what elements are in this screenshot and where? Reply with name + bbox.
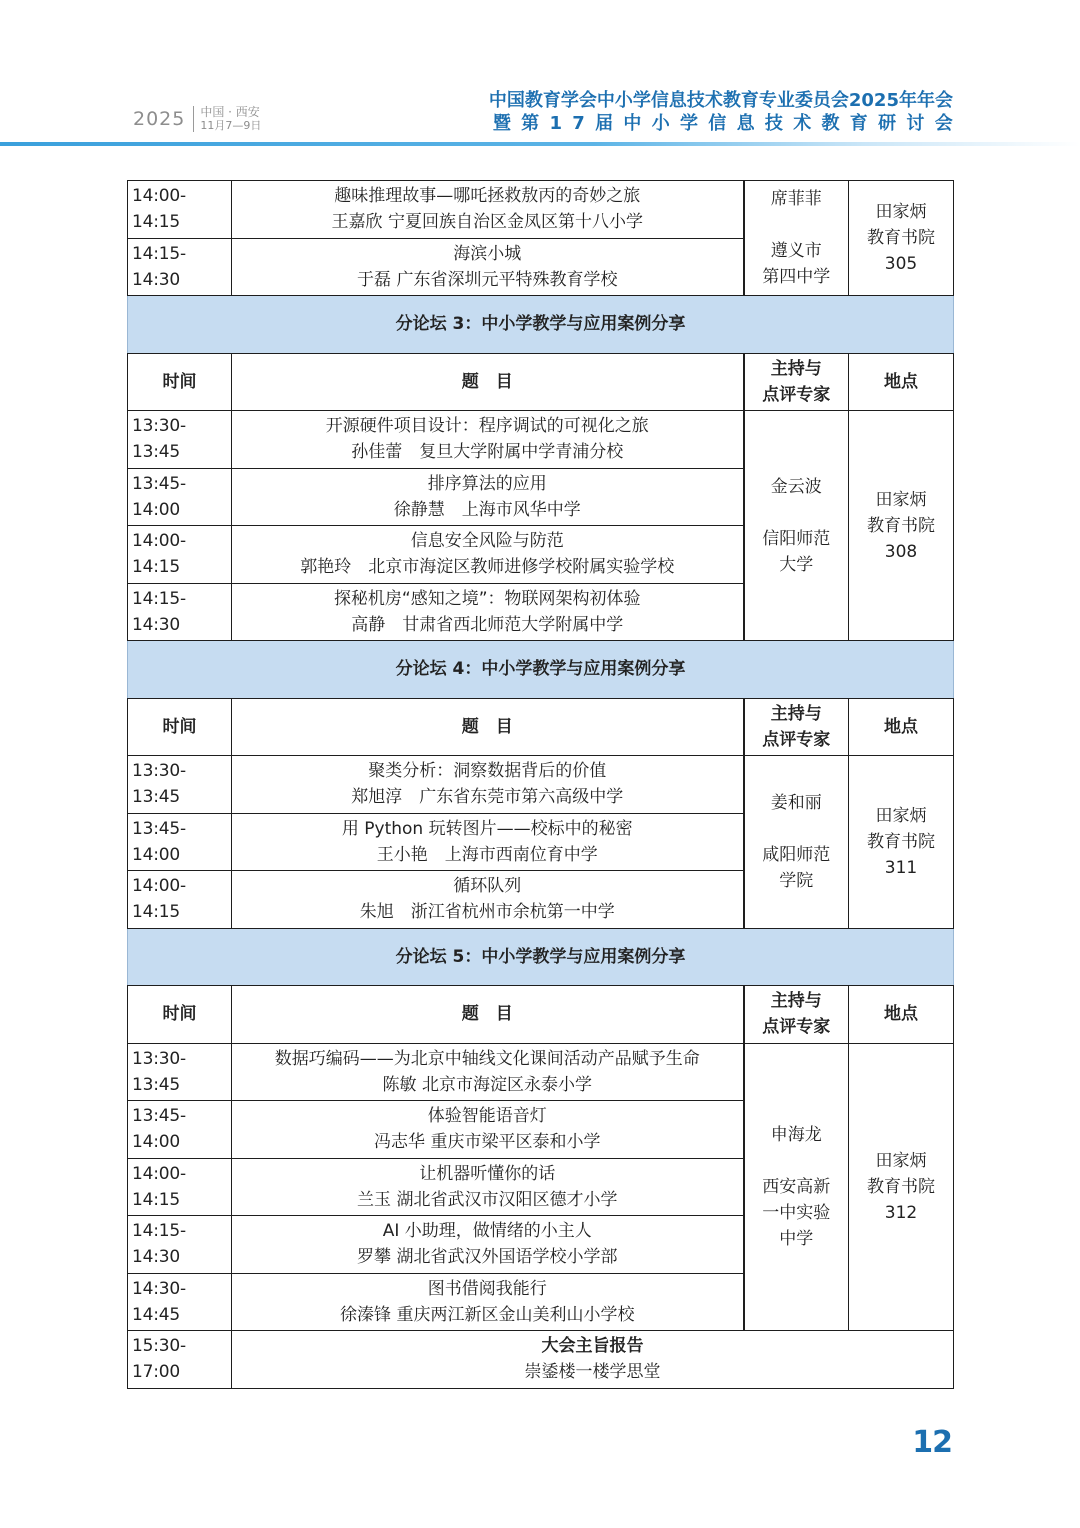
time-cell: 14:30-14:45 [128,1273,232,1331]
topic-cell [232,468,744,526]
plenary-title: 大会主旨报告 [541,1336,644,1357]
header-location: 地点 [849,353,954,411]
talk-speaker: 高静 甘肃省西北师范大学附属中学 [351,614,624,635]
location-line1: 田家炳 [875,805,927,826]
column-header-row [128,986,954,1044]
time-cell: 13:45-14:00 [128,1101,232,1159]
talk-title: 数据巧编码——为北京中轴线文化课间活动产品赋予生命 [274,1048,700,1069]
table-row [128,756,954,814]
plenary-venue: 崇鋈楼一楼学思堂 [524,1362,661,1383]
host-cell [744,181,849,296]
host-cell [744,756,849,929]
header-topic: 题 目 [232,698,744,756]
time-cell: 15:30-17:00 [128,1331,232,1389]
topic-cell [232,1101,744,1159]
header-place: 中国 · 西安 [200,105,260,119]
talk-speaker: 陈敏 北京市海淀区永泰小学 [382,1074,592,1095]
topic-cell [232,1273,744,1331]
column-header-row [128,698,954,756]
header-host-line1: 主持与 [770,991,822,1012]
time-cell: 14:15-14:30 [128,238,232,296]
header-topic: 题 目 [232,353,744,411]
topic-cell [232,756,744,814]
topic-cell [232,181,744,239]
table-row [128,1043,954,1101]
location-line1: 田家炳 [875,1150,927,1171]
time-cell: 14:15-14:30 [128,1216,232,1274]
location-cell [849,181,954,296]
location-room: 312 [884,1202,918,1223]
talk-title: 让机器听懂你的话 [419,1163,556,1184]
time-cell: 14:00-14:15 [128,181,232,239]
header-time: 时间 [128,986,232,1044]
header-title-line1: 中国教育学会中小学信息技术教育专业委员会2025年年会 [488,90,953,111]
topic-cell [232,238,744,296]
host-org-line3: 中学 [779,1228,814,1249]
topic-cell [232,1043,744,1101]
talk-title: 图书借阅我能行 [427,1278,547,1299]
header-year: 2025 [133,108,186,130]
header-location: 地点 [849,986,954,1044]
location-line2: 教育书院 [867,831,935,852]
forum4-title: 分论坛 4：中小学教学与应用案例分享 [128,641,954,699]
host-org-line1: 咸阳师范 [762,844,831,865]
talk-title: 聚类分析：洞察数据背后的价值 [368,761,607,782]
header-title [488,90,963,136]
header-event-mark [133,104,261,134]
talk-speaker: 王嘉欣 宁夏回族自治区金凤区第十八小学 [331,212,643,233]
location-room: 308 [884,541,918,562]
talk-speaker: 冯志华 重庆市梁平区泰和小学 [374,1132,601,1153]
talk-speaker: 兰玉 湖北省武汉市汉阳区德才小学 [357,1189,618,1210]
time-cell: 14:00-14:15 [128,871,232,929]
page-number: 12 [912,1425,952,1460]
header-host-line2: 点评专家 [762,384,831,405]
host-org-line2: 学院 [779,870,814,891]
location-line1: 田家炳 [875,489,927,510]
topic-cell [232,411,744,469]
schedule-table [127,180,954,1389]
host-org-line1: 信阳师范 [762,528,831,549]
talk-title: 探秘机房“感知之境”：物联网架构初体验 [333,588,641,609]
talk-title: 信息安全风险与防范 [410,531,564,552]
location-room: 311 [884,857,918,878]
header-host-line2: 点评专家 [762,729,831,750]
header-divider [193,106,194,132]
topic-cell [232,526,744,584]
header-topic: 题 目 [232,986,744,1044]
forum-header-row [128,641,954,699]
location-room: 305 [884,254,918,274]
talk-title: 循环队列 [453,876,522,897]
talk-speaker: 于磊 广东省深圳元平特殊教育学校 [357,269,618,290]
header-time: 时间 [128,698,232,756]
forum-header-row [128,296,954,354]
location-cell [849,756,954,929]
host-name: 姜和丽 [770,792,822,813]
talk-speaker: 孙佳蕾 复旦大学附属中学青浦分校 [351,442,624,463]
talk-speaker: 徐溱锋 重庆两江新区金山美利山小学校 [340,1304,635,1325]
plenary-cell [232,1331,954,1389]
talk-speaker: 郭艳玲 北京市海淀区教师进修学校附属实验学校 [300,557,675,578]
location-line2: 教育书院 [867,1176,935,1197]
header-place-date [200,106,261,132]
time-cell: 13:45-14:00 [128,813,232,871]
talk-title: 排序算法的应用 [427,473,547,494]
location-cell [849,411,954,641]
header-host-line2: 点评专家 [762,1017,831,1038]
talk-speaker: 罗攀 湖北省武汉外国语学校小学部 [357,1247,618,1268]
time-cell: 14:00-14:15 [128,1158,232,1216]
host-name: 席菲菲 [770,189,822,209]
forum-header-row [128,928,954,986]
header-date: 11月7—9日 [200,119,262,132]
time-cell: 13:45-14:00 [128,468,232,526]
header-title-line2: 暨第17届中小学信息技术教育研讨会 [492,113,963,134]
location-line1: 田家炳 [875,202,927,222]
talk-title: 体验智能语音灯 [427,1106,547,1127]
talk-speaker: 郑旭淳 广东省东莞市第六高级中学 [351,787,624,808]
location-line2: 教育书院 [867,228,935,248]
topic-cell [232,1158,744,1216]
host-name: 申海龙 [770,1124,822,1145]
header-host [744,698,849,756]
forum3-title: 分论坛 3：中小学教学与应用案例分享 [128,296,954,354]
talk-title: 用 Python 玩转图片——校标中的秘密 [341,818,633,839]
topic-cell [232,813,744,871]
host-org-line2: 一中实验 [762,1202,831,1223]
talk-title: 趣味推理故事—哪吒拯救敖丙的奇妙之旅 [334,186,641,207]
host-org-line1: 遵义市 [770,241,822,261]
time-cell: 13:30-13:45 [128,756,232,814]
column-header-row [128,353,954,411]
talk-speaker: 王小艳 上海市西南位育中学 [376,844,598,865]
talk-speaker: 朱旭 浙江省杭州市余杭第一中学 [359,902,615,923]
topic-cell [232,871,744,929]
host-org-line2: 大学 [779,554,814,575]
host-org-line2: 第四中学 [762,267,831,287]
header-host-line1: 主持与 [770,703,822,724]
talk-title: 开源硬件项目设计：程序调试的可视化之旅 [325,416,649,437]
topic-cell [232,583,744,641]
talk-title: 海滨小城 [453,243,522,264]
header-host [744,353,849,411]
talk-speaker: 徐静慧 上海市风华中学 [393,499,581,520]
table-row [128,411,954,469]
host-cell [744,411,849,641]
time-cell: 14:00-14:15 [128,526,232,584]
plenary-row [128,1331,954,1389]
time-cell: 14:15-14:30 [128,583,232,641]
forum5-title: 分论坛 5：中小学教学与应用案例分享 [128,928,954,986]
table-row [128,181,954,239]
topic-cell [232,1216,744,1274]
header-time: 时间 [128,353,232,411]
time-cell: 13:30-13:45 [128,411,232,469]
location-line2: 教育书院 [867,515,935,536]
header-location: 地点 [849,698,954,756]
header-host-line1: 主持与 [770,358,822,379]
host-name: 金云波 [770,476,822,497]
header-rule [0,142,1080,146]
talk-title: AI 小助理，做情绪的小主人 [382,1221,592,1242]
location-cell [849,1043,954,1331]
host-org-line1: 西安高新 [762,1176,831,1197]
host-cell [744,1043,849,1331]
time-cell: 13:30-13:45 [128,1043,232,1101]
header-host [744,986,849,1044]
